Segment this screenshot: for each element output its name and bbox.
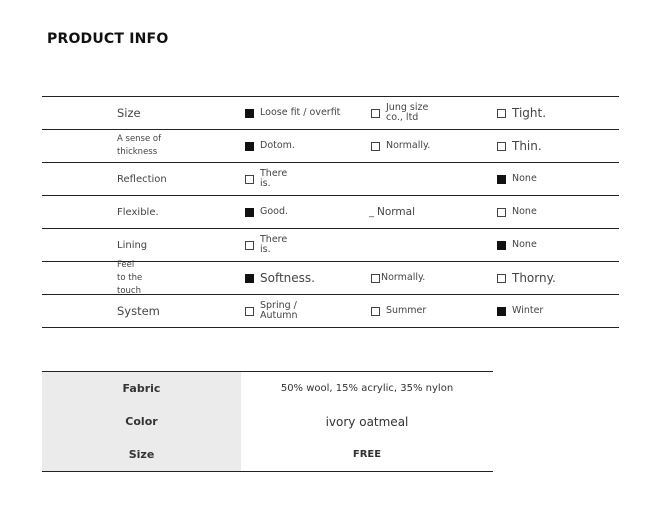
checkbox [245,307,254,316]
details-key: Fabric [42,372,241,406]
attribute-row-reflection [42,163,619,196]
checkbox [497,109,506,118]
dash-mark: _ [369,206,374,218]
checkbox [371,274,380,283]
option-label: There is. [260,168,288,189]
details-key: Size [42,438,241,472]
option [245,295,300,327]
option-label: Summer [386,305,427,316]
checkbox [497,142,506,151]
details-key: Color [42,405,241,438]
attribute-row-flexible [42,196,619,229]
checkbox [245,208,254,217]
details-row-color [42,405,493,438]
option [245,163,290,195]
option [497,97,546,129]
option-label: None [512,206,537,217]
checkbox [245,241,254,250]
details-value: ivory oatmeal [325,414,409,429]
option-label: Thin. [512,139,542,153]
checkbox [245,142,254,151]
checkbox [497,241,506,250]
option [245,229,290,261]
attribute-label: Size [117,105,141,120]
option-label: Dotom. [260,140,295,151]
checkbox [497,307,506,316]
attribute-label: Feel to the touch [117,259,143,296]
checkbox [245,274,254,283]
option [245,262,315,294]
option-label: Softness. [260,271,315,285]
attribute-row-feel [42,259,619,296]
attribute-row-lining [42,229,619,262]
option-label: Normal [377,206,415,218]
checkbox [245,175,254,184]
option-label: Spring / Autumn [260,300,298,321]
option [497,229,537,261]
option-label: Normally. [386,140,431,151]
option-label: Thorny. [512,271,556,285]
option-label: None [512,173,537,184]
option [245,196,288,228]
details-table [42,371,493,472]
attribute-row-system [42,295,619,328]
option [497,196,537,228]
option [371,262,425,294]
option [371,295,426,327]
attribute-label: Flexible. [117,206,159,218]
attribute-label: System [117,303,160,318]
option [497,163,537,195]
page-title: PRODUCT INFO [47,31,169,47]
attribute-row-size [42,97,619,130]
option-label: Tight. [512,106,547,120]
option-label: There is. [260,234,288,255]
checkbox [497,274,506,283]
option [497,262,556,294]
option-label: Winter [512,305,544,316]
checkbox [245,109,254,118]
checkbox [497,208,506,217]
option [371,97,434,129]
option [245,97,340,129]
attribute-table [42,96,619,328]
option [371,130,430,162]
option-label: Good. [260,206,289,217]
details-row-fabric [42,372,493,406]
checkbox [371,142,380,151]
attribute-label: Lining [117,239,148,251]
option [497,295,543,327]
attribute-label: A sense of thickness [117,134,162,157]
attribute-row-thickness [42,130,619,163]
attribute-label: Reflection [117,173,167,185]
checkbox [371,109,380,118]
option [369,196,415,228]
details-value: 50% wool, 15% acrylic, 35% nylon [280,383,454,394]
checkbox [497,175,506,184]
option-label: Jung size co., ltd [386,102,429,123]
details-row-size [42,438,493,472]
option-label: Loose fit / overfit [260,107,341,118]
option-label: Normally. [381,272,426,283]
option [245,130,295,162]
details-value: FREE [352,449,382,460]
option [497,130,542,162]
checkbox [371,307,380,316]
option-label: None [512,239,537,250]
